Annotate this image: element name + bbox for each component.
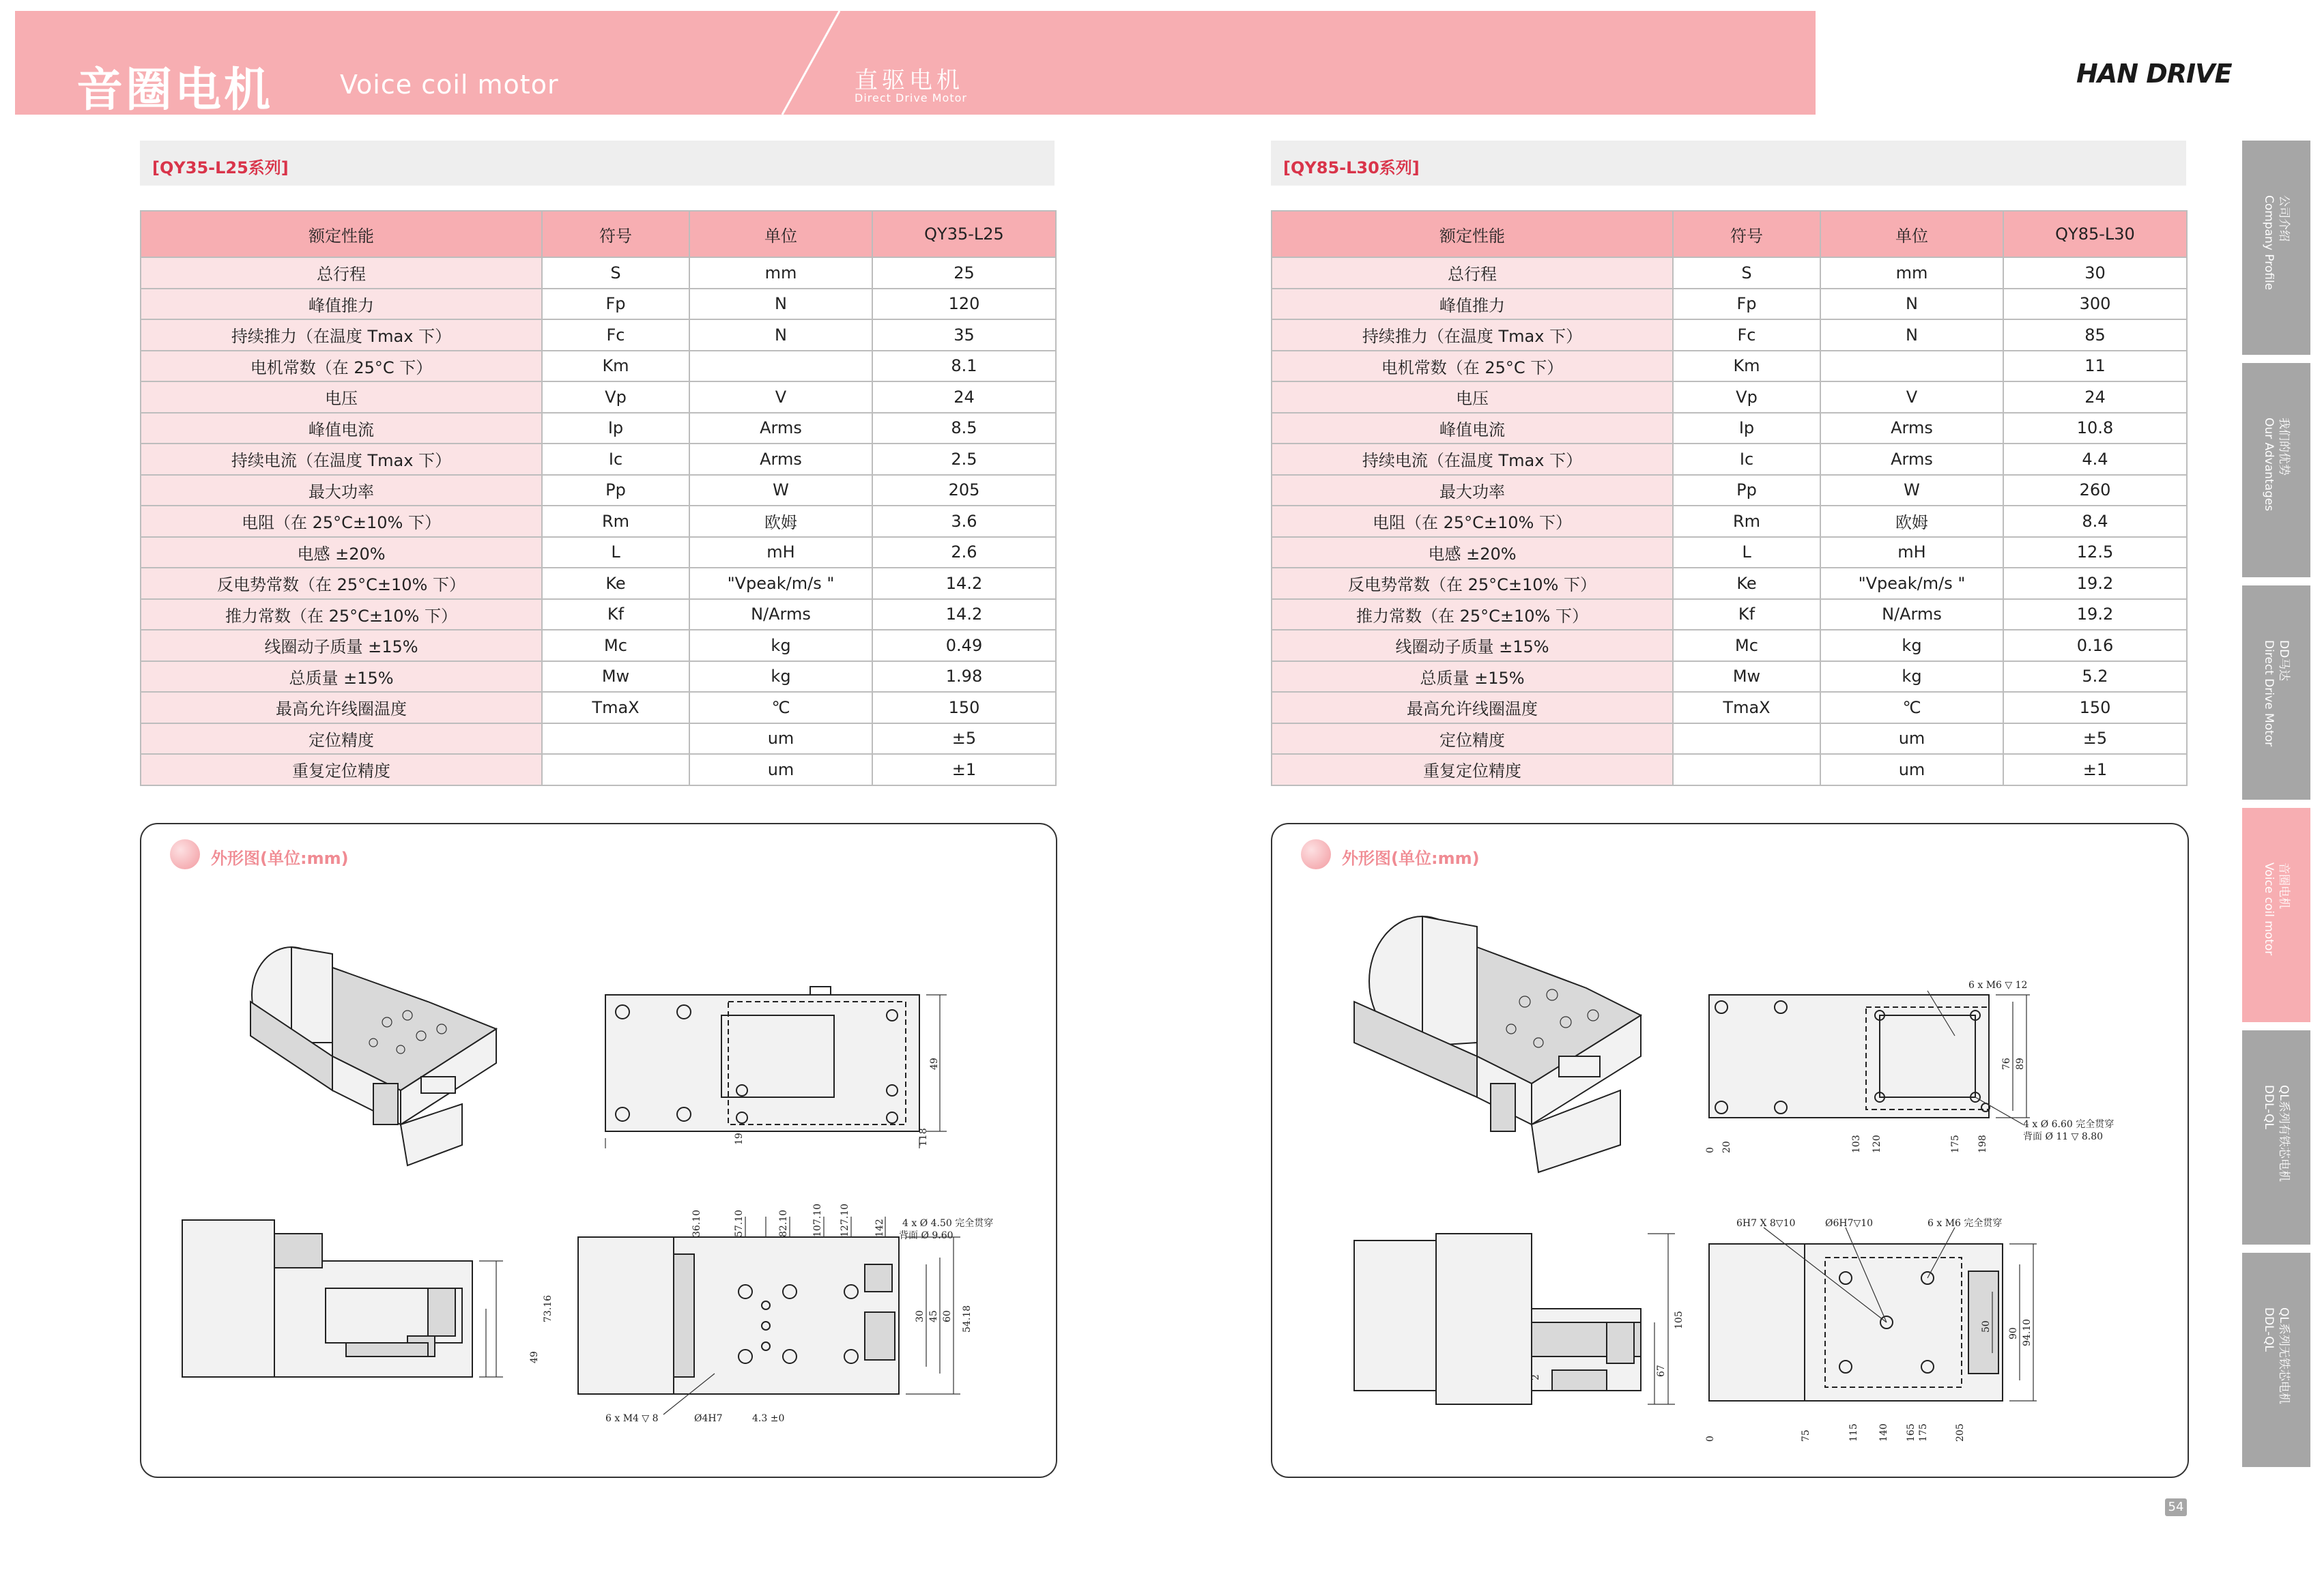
dim-label: 205 [1955, 1423, 1966, 1442]
table-row [1272, 351, 2187, 382]
brand-logo: HAN DRIVE [2076, 59, 2232, 89]
cell-performance: 重复定位精度 [1272, 754, 1673, 785]
col-header-model: QY35-L25 [872, 211, 1056, 257]
table-row [141, 661, 1056, 693]
cell-value: 25 [872, 257, 1056, 289]
table-row [141, 289, 1056, 320]
cell-performance: 反电势常数（在 25°C±10% 下） [141, 568, 542, 599]
table-row [141, 319, 1056, 351]
dim-label: 118 [918, 1128, 929, 1146]
sidebar-tab-ql-iron[interactable] [2242, 1030, 2310, 1249]
dim-label: 82.10 [778, 1209, 789, 1237]
dim-label: 50 [1981, 1320, 1992, 1333]
page-number: 54 [2165, 1498, 2187, 1516]
cell-value: ±5 [872, 723, 1056, 755]
cell-unit: 欧姆 [689, 506, 872, 537]
cell-value: 120 [872, 289, 1056, 320]
cell-value: 24 [2003, 381, 2187, 413]
hole-note: 背面 Ø 9.60 [899, 1230, 954, 1241]
cell-symbol: Pp [542, 475, 689, 506]
tab-label-en: Company Profile [2262, 195, 2276, 291]
cell-unit: Arms [689, 444, 872, 475]
col-header-performance: 额定性能 [141, 211, 542, 257]
cell-unit: Arms [1820, 413, 2003, 444]
cell-value: 150 [2003, 692, 2187, 723]
cell-value: 11 [2003, 351, 2187, 382]
cell-unit: N [689, 289, 872, 320]
cell-value: 260 [2003, 475, 2187, 506]
dimension-drawing-right [1272, 824, 2188, 1477]
dim-label: 115 [1848, 1423, 1859, 1442]
tab-label-en: Our Advantages [2262, 418, 2276, 512]
dim-label: 20 [1721, 1141, 1732, 1153]
series-bar-right [1271, 141, 2186, 186]
dim-label: 0 [1705, 1147, 1716, 1153]
cell-symbol: Mw [1673, 661, 1820, 693]
cell-unit: Arms [689, 413, 872, 444]
dimension-drawing-left [141, 824, 1056, 1477]
cell-value: 0.16 [2003, 630, 2187, 661]
cell-unit: mH [1820, 537, 2003, 568]
table-row [141, 506, 1056, 537]
sidebar-tab-dd-motor[interactable] [2242, 585, 2310, 804]
cell-performance: 反电势常数（在 25°C±10% 下） [1272, 568, 1673, 599]
series-label: [QY35-L25系列] [152, 158, 289, 177]
tab-label-cn: DD马达 [2277, 640, 2291, 682]
tab-label-en: Direct Drive Motor [2262, 640, 2276, 747]
cell-value: 8.4 [2003, 506, 2187, 537]
page-title: 音圈电机 [76, 63, 274, 117]
cell-unit: N [689, 319, 872, 351]
cell-unit: 欧姆 [1820, 506, 2003, 537]
table-header [141, 211, 1056, 257]
dim-label: 30 [915, 1310, 926, 1322]
cell-value: 30 [2003, 257, 2187, 289]
cell-value: 5.2 [2003, 661, 2187, 693]
isometric-view [1354, 916, 1641, 1172]
cell-performance: 电压 [141, 381, 542, 413]
cell-symbol: S [542, 257, 689, 289]
cell-unit: um [1820, 723, 2003, 755]
cell-symbol: Ip [542, 413, 689, 444]
table-header [1272, 211, 2187, 257]
dim-label: 19 [734, 1133, 745, 1145]
sidebar-tab-advantages[interactable] [2242, 363, 2310, 581]
section-subtitle-en: Direct Drive Motor [855, 91, 967, 104]
dim-label: 76 [2001, 1058, 2012, 1070]
dim-label: 60 [942, 1310, 953, 1322]
cell-symbol: S [1673, 257, 1820, 289]
cell-unit: um [689, 754, 872, 785]
series-label: [QY85-L30系列] [1283, 158, 1420, 177]
table-row [1272, 413, 2187, 444]
side-view [182, 1220, 554, 1377]
cell-unit: ℃ [689, 692, 872, 723]
cell-symbol: Km [1673, 351, 1820, 382]
dim-label: 36.10 [691, 1209, 702, 1237]
cell-performance: 总质量 ±15% [1272, 661, 1673, 693]
col-header-unit: 单位 [1820, 211, 2003, 257]
cell-performance: 线圈动子质量 ±15% [1272, 630, 1673, 661]
cell-performance: 峰值电流 [1272, 413, 1673, 444]
side-view [1354, 1234, 1685, 1404]
cell-symbol [542, 754, 689, 785]
cell-value: 35 [872, 319, 1056, 351]
cell-value: 12.5 [2003, 537, 2187, 568]
cell-performance: 最高允许线圈温度 [141, 692, 542, 723]
table-row [141, 754, 1056, 785]
hole-note: 4 x Ø 4.50 完全贯穿 [902, 1218, 994, 1229]
dim-label: 107.10 [812, 1204, 823, 1237]
cell-value: 10.8 [2003, 413, 2187, 444]
spec-table-left [140, 210, 1057, 786]
cell-unit: ℃ [1820, 692, 2003, 723]
tab-label-en: DDL-QL [2262, 1307, 2276, 1352]
cell-symbol: Pp [1673, 475, 1820, 506]
cell-symbol: Ip [1673, 413, 1820, 444]
table-row [141, 599, 1056, 630]
table-row [141, 537, 1056, 568]
cell-unit: um [689, 723, 872, 755]
cell-unit: kg [689, 630, 872, 661]
table-row [1272, 319, 2187, 351]
cell-unit: mH [689, 537, 872, 568]
banner-divider [778, 11, 853, 115]
drawing-panel-right [1271, 823, 2189, 1478]
cell-symbol: Vp [1673, 381, 1820, 413]
table-row [141, 475, 1056, 506]
hole-note: 4.3 ±0 [752, 1413, 785, 1424]
cell-symbol: Ic [1673, 444, 1820, 475]
dim-label: 73.16 [543, 1294, 554, 1322]
dim-label: 49 [929, 1058, 940, 1070]
table-row [141, 413, 1056, 444]
cell-performance: 最大功率 [1272, 475, 1673, 506]
dim-label: 2 [1530, 1374, 1541, 1380]
table-row [1272, 568, 2187, 599]
dim-label: 165 [1906, 1423, 1917, 1442]
cell-unit: V [1820, 381, 2003, 413]
spec-table-right [1271, 210, 2188, 786]
cell-unit: N/Arms [689, 599, 872, 630]
cell-unit: "Vpeak/m/s " [1820, 568, 2003, 599]
col-header-performance: 额定性能 [1272, 211, 1673, 257]
dim-label: 175 [1918, 1423, 1929, 1442]
cell-performance: 推力常数（在 25°C±10% 下） [1272, 599, 1673, 630]
cell-value: 14.2 [872, 568, 1056, 599]
cell-performance: 电阻（在 25°C±10% 下） [1272, 506, 1673, 537]
cell-performance: 电压 [1272, 381, 1673, 413]
isometric-view [250, 947, 496, 1165]
drawing-panel-left [140, 823, 1057, 1478]
cell-performance: 峰值推力 [141, 289, 542, 320]
cell-performance: 电感 ±20% [1272, 537, 1673, 568]
cell-performance: 电阻（在 25°C±10% 下） [141, 506, 542, 537]
cell-value: 8.5 [872, 413, 1056, 444]
table-row [1272, 444, 2187, 475]
cell-value: 0.49 [872, 630, 1056, 661]
cell-performance: 总质量 ±15% [141, 661, 542, 693]
hole-note: Ø6H7▽10 [1825, 1218, 1874, 1229]
cell-performance: 电感 ±20% [141, 537, 542, 568]
cell-unit: kg [689, 661, 872, 693]
cell-value: 205 [872, 475, 1056, 506]
table-row [1272, 723, 2187, 755]
table-row [1272, 754, 2187, 785]
cell-unit: N [1820, 289, 2003, 320]
cell-value: ±5 [2003, 723, 2187, 755]
cell-value: 85 [2003, 319, 2187, 351]
cell-performance: 定位精度 [1272, 723, 1673, 755]
cell-value: 24 [872, 381, 1056, 413]
hole-note: 6 x M6 完全贯穿 [1927, 1218, 2003, 1229]
table-row [1272, 506, 2187, 537]
cell-symbol [542, 723, 689, 755]
tab-label-cn: QL系列无铁芯电机 [2277, 1307, 2291, 1404]
cell-unit: "Vpeak/m/s " [689, 568, 872, 599]
cell-unit: Arms [1820, 444, 2003, 475]
table-row [141, 692, 1056, 723]
dim-label: 49 [529, 1351, 540, 1363]
tab-label-cn: 公司介绍 [2277, 195, 2291, 242]
cell-performance: 峰值电流 [141, 413, 542, 444]
dim-label: 90 [2008, 1327, 2019, 1339]
cell-performance: 总行程 [1272, 257, 1673, 289]
cell-value: 300 [2003, 289, 2187, 320]
table-row [1272, 537, 2187, 568]
cell-value: 3.6 [872, 506, 1056, 537]
cell-performance: 持续推力（在温度 Tmax 下） [1272, 319, 1673, 351]
hole-note: Ø4H7 [694, 1413, 723, 1424]
cell-symbol: Rm [542, 506, 689, 537]
table-row [141, 630, 1056, 661]
cell-symbol: Fc [542, 319, 689, 351]
cell-symbol: Kf [1673, 599, 1820, 630]
table-row [1272, 630, 2187, 661]
cell-symbol: Km [542, 351, 689, 382]
cell-value: 150 [872, 692, 1056, 723]
page-title-en: Voice coil motor [340, 70, 559, 100]
cell-unit: mm [1820, 257, 2003, 289]
cell-value: ±1 [872, 754, 1056, 785]
dim-label: 57.10 [734, 1209, 745, 1237]
dim-label: 120 [1872, 1135, 1882, 1153]
cell-symbol: TmaX [542, 692, 689, 723]
table-row [1272, 475, 2187, 506]
cell-performance: 峰值推力 [1272, 289, 1673, 320]
hole-note: 背面 Ø 11 ▽ 8.80 [2023, 1131, 2104, 1142]
cell-symbol: Rm [1673, 506, 1820, 537]
top-view [605, 987, 947, 1148]
col-header-symbol: 符号 [1673, 211, 1820, 257]
cell-value: 2.5 [872, 444, 1056, 475]
cell-performance: 定位精度 [141, 723, 542, 755]
cell-performance: 持续电流（在温度 Tmax 下） [141, 444, 542, 475]
drawing-title: 外形图(单位:mm) [1342, 849, 1480, 868]
dim-label: 67 [1656, 1365, 1667, 1377]
cell-unit: N [1820, 319, 2003, 351]
cell-symbol: Ic [542, 444, 689, 475]
cell-symbol [1673, 723, 1820, 755]
table-row [141, 257, 1056, 289]
hole-note: 4 x Ø 6.60 完全贯穿 [2023, 1119, 2115, 1130]
table-row [141, 723, 1056, 755]
cell-unit: W [689, 475, 872, 506]
dim-label: 54.18 [962, 1305, 973, 1333]
cell-symbol: Vp [542, 381, 689, 413]
hole-note: 6 x M6 ▽ 12 [1968, 980, 2028, 991]
section-subtitle: 直驱电机 [855, 67, 964, 94]
cell-symbol: Kf [542, 599, 689, 630]
tab-label-cn: 音圈电机 [2277, 862, 2291, 909]
cell-value: 19.2 [2003, 599, 2187, 630]
cell-value: 8.1 [872, 351, 1056, 382]
dim-label: 45 [928, 1310, 939, 1322]
table-row [141, 444, 1056, 475]
table-row [1272, 257, 2187, 289]
cell-symbol: Fp [542, 289, 689, 320]
cell-performance: 线圈动子质量 ±15% [141, 630, 542, 661]
col-header-unit: 单位 [689, 211, 872, 257]
cell-value: 14.2 [872, 599, 1056, 630]
cell-value: ±1 [2003, 754, 2187, 785]
tab-label-en: DDL-QL [2262, 1085, 2276, 1129]
cell-performance: 电机常数（在 25°C 下） [1272, 351, 1673, 382]
top-view [1705, 980, 2114, 1153]
table-row [1272, 381, 2187, 413]
dim-label: 105 [1674, 1311, 1685, 1329]
cell-performance: 电机常数（在 25°C 下） [141, 351, 542, 382]
dim-label: 142 [874, 1219, 885, 1237]
cell-performance: 推力常数（在 25°C±10% 下） [141, 599, 542, 630]
cell-symbol: L [542, 537, 689, 568]
cell-unit: mm [689, 257, 872, 289]
cell-value: 1.98 [872, 661, 1056, 693]
cell-performance: 总行程 [141, 257, 542, 289]
cell-unit [689, 351, 872, 382]
cell-performance: 持续电流（在温度 Tmax 下） [1272, 444, 1673, 475]
tab-label-en: Voice coil motor [2262, 862, 2276, 956]
cell-unit: um [1820, 754, 2003, 785]
drawing-title: 外形图(单位:mm) [211, 849, 349, 868]
cell-performance: 最大功率 [141, 475, 542, 506]
cell-unit: kg [1820, 661, 2003, 693]
tab-label-cn: 我们的优势 [2277, 418, 2291, 476]
cell-symbol: Mw [542, 661, 689, 693]
cell-unit: W [1820, 475, 2003, 506]
dim-label: 198 [1977, 1135, 1988, 1153]
sidebar-tab-ql-ironless[interactable] [2242, 1253, 2310, 1471]
cell-unit: kg [1820, 630, 2003, 661]
cell-performance: 最高允许线圈温度 [1272, 692, 1673, 723]
cell-symbol: Mc [1673, 630, 1820, 661]
sidebar-tab-voice-coil[interactable] [2242, 808, 2310, 1026]
table-row [1272, 599, 2187, 630]
cell-unit: N/Arms [1820, 599, 2003, 630]
cell-value: 4.4 [2003, 444, 2187, 475]
table-row [141, 351, 1056, 382]
cell-symbol: Ke [542, 568, 689, 599]
col-header-model: QY85-L30 [2003, 211, 2187, 257]
dim-label: 75 [1801, 1430, 1811, 1442]
cell-performance: 重复定位精度 [141, 754, 542, 785]
cell-symbol: Fc [1673, 319, 1820, 351]
cell-symbol: Mc [542, 630, 689, 661]
table-row [1272, 692, 2187, 723]
cell-performance: 持续推力（在温度 Tmax 下） [141, 319, 542, 351]
hole-note: 6 x M4 ▽ 8 [605, 1413, 659, 1424]
cell-value: 19.2 [2003, 568, 2187, 599]
cell-symbol: TmaX [1673, 692, 1820, 723]
table-row [141, 381, 1056, 413]
cell-value: 2.6 [872, 537, 1056, 568]
cell-symbol: Ke [1673, 568, 1820, 599]
hole-note: 6H7 X 8▽10 [1736, 1218, 1796, 1229]
cell-symbol [1673, 754, 1820, 785]
table-row [141, 568, 1056, 599]
dim-label: 140 [1878, 1423, 1889, 1442]
col-header-symbol: 符号 [542, 211, 689, 257]
cell-unit: V [689, 381, 872, 413]
dim-label: 103 [1851, 1135, 1862, 1153]
table-row [1272, 661, 2187, 693]
dim-label: 127.10 [840, 1204, 850, 1237]
front-view [578, 1204, 993, 1424]
table-row [1272, 289, 2187, 320]
cell-unit [1820, 351, 2003, 382]
dim-label: 94.10 [2022, 1318, 2033, 1346]
series-bar-left [140, 141, 1055, 186]
dim-label: 175 [1950, 1135, 1961, 1153]
tab-label-cn: QL系列有铁芯电机 [2277, 1085, 2291, 1182]
sidebar-tab-company[interactable] [2242, 141, 2310, 359]
dim-label: 0 [1705, 1436, 1716, 1442]
dim-label: 89 [2015, 1058, 2026, 1070]
cell-symbol: Fp [1673, 289, 1820, 320]
cell-symbol: L [1673, 537, 1820, 568]
